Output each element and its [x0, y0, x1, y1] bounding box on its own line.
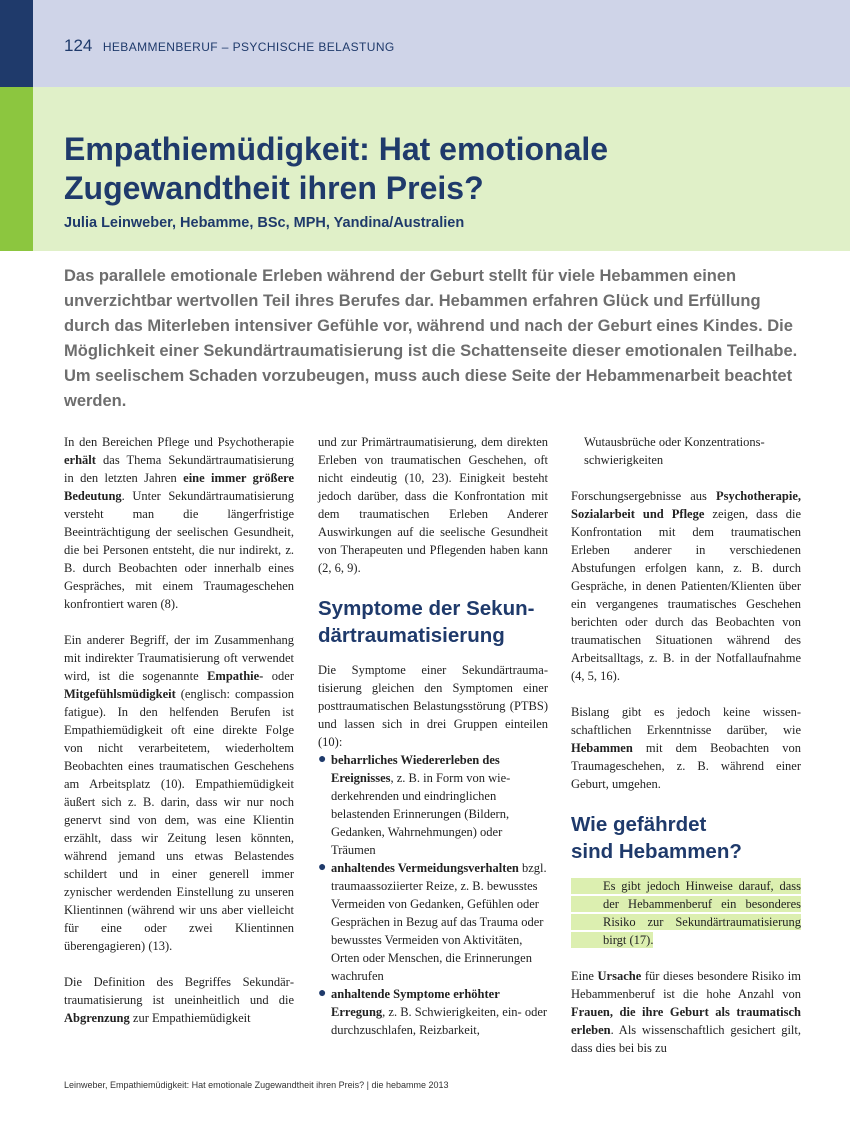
highlighted-quote: Es gibt jedoch Hinweise darauf, dass der Hebammenberuf ein besonderes Risiko zur Sekundärtraumatisierung birgt (17).: [571, 877, 801, 949]
text-column-1: [64, 433, 294, 1045]
bullet-icon: ●: [318, 860, 327, 875]
article-author: Julia Leinweber, Hebamme, BSc, MPH, Yandina/Australien: [64, 215, 465, 231]
article-title: [64, 130, 824, 208]
running-header: [64, 36, 395, 56]
bullet-icon: ●: [318, 986, 327, 1001]
paragraph: Bislang gibt es jedoch keine wissenschaftlichen Erkenntnisse darüber, wie Hebammen mit dem Beobachten von Traumageschehen, z. B. während einer Geburt, umgehen.: [571, 705, 801, 791]
section-title: HEBAMMENBERUF – PSYCHISCHE BELASTUNG: [102, 40, 395, 54]
list-item: ● anhaltendes Vermeidungsverhalten bzgl. traumaassoziierter Reize, z. B. bewusstes Vermeiden von Gedanken, Gefühlen oder Gesprächen in Bezug auf das Trauma oder bewusstes Vermeiden von Aktivitäten, Orten oder Menschen, die Erinnerungen wachrufen: [318, 860, 547, 983]
text-column-2: [318, 433, 548, 1057]
title-accent-bar: [0, 87, 33, 251]
bullet-icon: ●: [318, 752, 327, 767]
article-title-line2: Zugewandtheit ihren Preis?: [64, 170, 484, 206]
page-number: 124: [64, 36, 93, 55]
paragraph: und zur Primärtraumatisierung, dem direkten Erleben von traumatischen Geschehen, oft nicht eindeutig (10, 23). Einigkeit besteht jedoch darüber, dass die Konfrontation mit dem traumatischen Erleben Anderer Auswirkungen auf die seelische Gesundheit von Therapeuten und Pflegenden haben kann (2, 6, 9).: [318, 435, 548, 575]
footer-citation: Leinweber, Empathiemüdigkeit: Hat emotionale Zugewandtheit ihren Preis? | die hebamme 2013: [64, 1080, 449, 1090]
list-item: ● anhaltende Symptome erhöhter Erregung, z. B. Schwierigkeiten, ein- oder durchzuschlafen, Reizbarkeit,: [318, 986, 548, 1037]
paragraph: Forschungsergebnisse aus Psychotherapie, Sozialarbeit und Pflege zeigen, dass die Konfrontation mit dem traumatischen Erleben anderer in verschiedenen Abstufungen erfolgen kann, z. B. durch Gespräche, in denen Patienten/Klienten über ein vergangenes traumatisches Geschehen berichten oder durch das Beobachten von traumatischen Situationen während des Arbeitsalltags, z. B. in der Notfallaufnahme (4, 5, 16).: [571, 489, 801, 683]
list-item: ● beharrliches Wiedererleben des Ereignisses, z. B. in Form von wiederkehrenden und eindringlichen belastenden Erinnerungen (Bildern, Gedanken, Wahrnehmungen) oder Träumen: [318, 752, 511, 857]
header-accent-bar: [0, 0, 33, 87]
paragraph: Eine Ursache für dieses besondere Risiko im Hebammenberuf ist die hohe Anzahl von Frauen, die ihre Geburt als traumatisch erleben. Als wissenschaftlich gesichert gilt, dass dies bei bis zu: [571, 969, 801, 1055]
text-column-3: [571, 433, 801, 1075]
paragraph: In den Bereichen Pflege und Psychotherapie erhält das Thema Sekundärtraumatisierung in den letzten Jahren eine immer größere Bedeutung. Unter Sekundärtraumatisierung versteht man die längerfristige Beeinträchtigung der seelischen Gesundheit, die bei Personen entsteht, die nur indirekt, z. B. durch Beobachten oder innerhalb eines Gespräches, mit einem Traumageschehen konfrontiert waren (8).: [64, 435, 294, 611]
paragraph: Die Definition des Begriffes Sekundärtraumatisierung ist uneinheitlich und die Abgrenzung zur Empathiemüdigkeit: [64, 975, 294, 1025]
paragraph: Die Symptome einer Sekundärtraumatisierung gleichen den Symptomen einer posttraumatischen Belastungsstörung (PTBS) und lassen sich in drei Gruppen einteilen (10):: [318, 663, 548, 749]
list-continuation: Wutausbrüche oder Konzentrationsschwierigkeiten: [584, 435, 765, 467]
paragraph: Ein anderer Begriff, der im Zusammenhang mit indirekter Traumatisierung oft verwendet wird, ist die sogenannte Empathie- oder Mitgefühlsmüdigkeit (englisch: compassion fatigue). In den helfenden Berufen ist Empathiemüdigkeit oft eine direkte Folge von nicht verarbeitetem, wiederholtem Beobachten eines traumatischen Geschehens am Arbeitsplatz (10). Empathiemüdigkeit äußert sich z. B. darin, dass wir nur noch genervt sind von dem, was eine Klientin erzählt, dass wir Zeitung lesen könnten, während jemand uns etwas Belastendes schildert und in einer generell immer zynischer werdenden Einstellung zu unseren Klientinnen (während wir uns aber vielleicht für eine oder zwei Klientinnen überengagieren) (13).: [64, 633, 294, 953]
section-heading: Wie gefährdet sind Hebammen?: [571, 813, 742, 863]
lead-paragraph: Das parallele emotionale Erleben während der Geburt stellt für viele Hebammen einen unverzichtbar wertvollen Teil ihres Berufes dar. Hebammen erfahren Glück und Erfüllung durch das Miterleben intensiver Gefühle vor, während und nach der Geburt eines Kindes. Die Möglichkeit einer Sekundärtraumatisierung ist die Schattenseite dieser emotionalen Teilhabe. Um seelischem Schaden vorzubeugen, muss auch diese Seite der Hebammenarbeit beachtet werden.: [64, 267, 798, 410]
article-title-line1: Empathiemüdigkeit: Hat emotionale: [64, 131, 609, 167]
section-heading: Symptome der Sekundärtraumatisierung: [318, 597, 535, 647]
symptom-list: [318, 751, 548, 1039]
